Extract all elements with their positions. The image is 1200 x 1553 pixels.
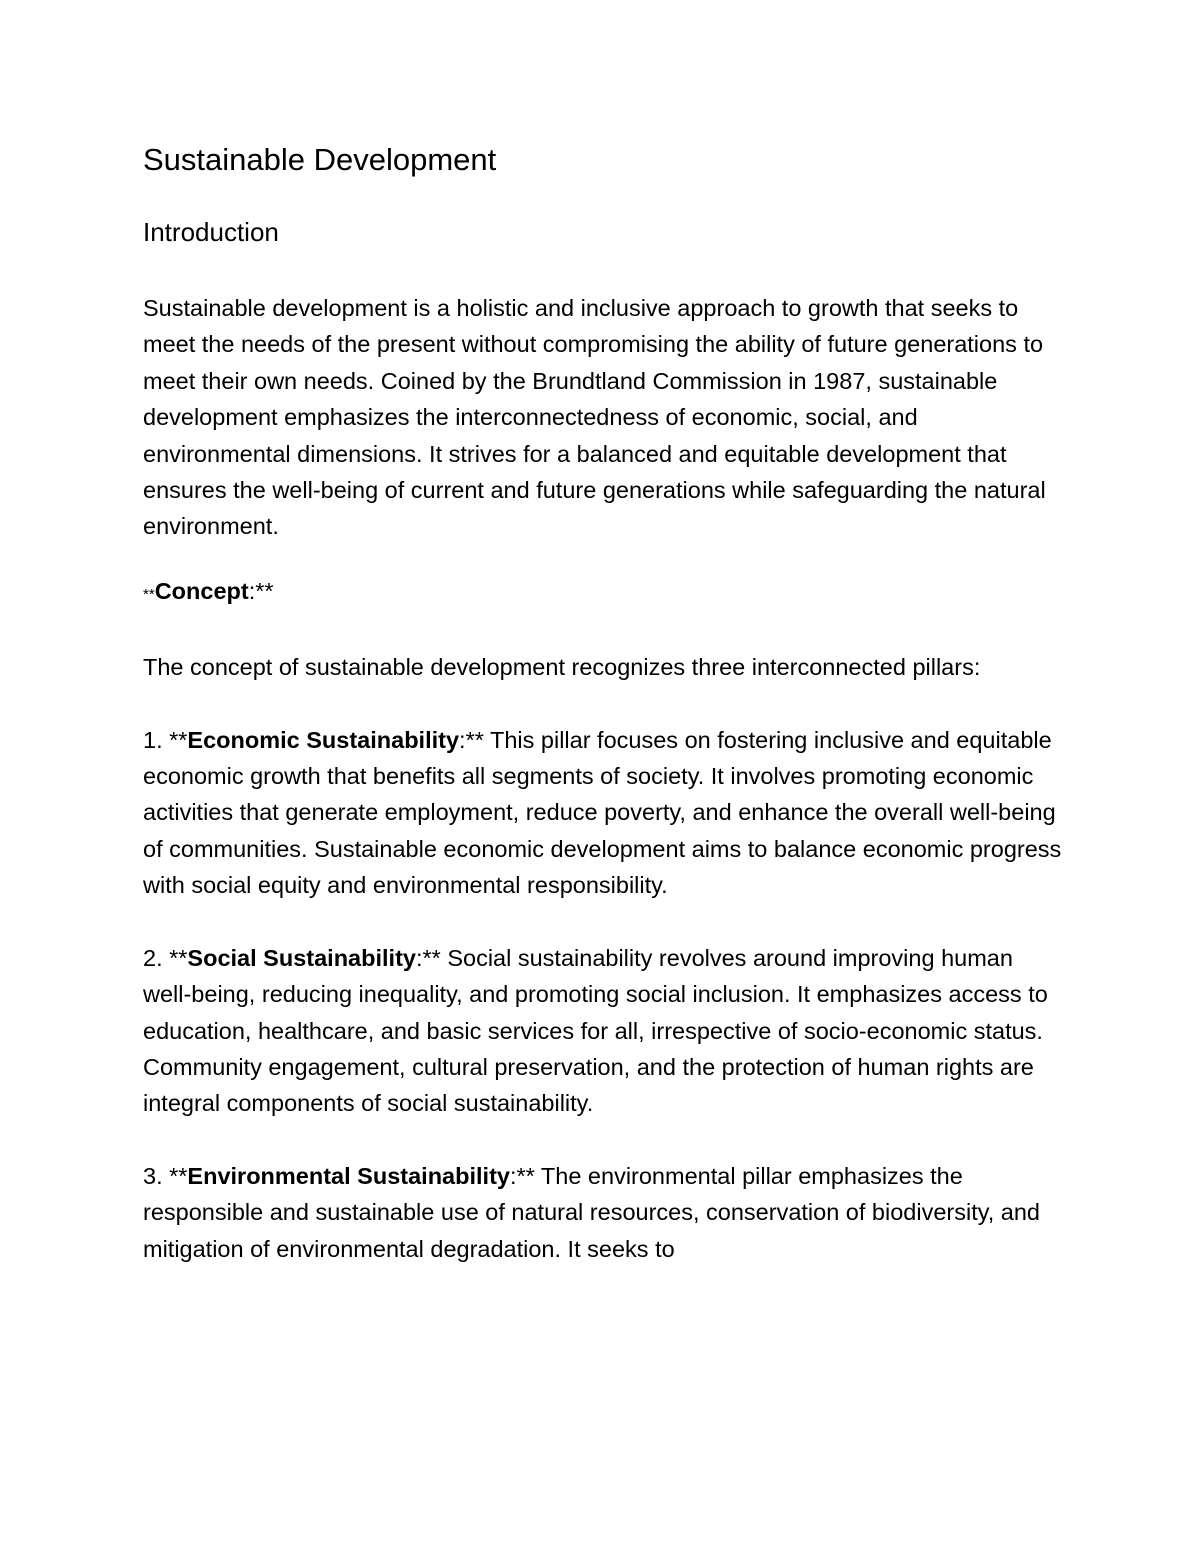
pillar-text: This pillar focuses on fostering inclusive and equitable economic growth that benefits all segments of society. It involves promoting economic activities that generate employment, reduce poverty, and enhance the overall well-being of communities. Sustainable economic development aims to balance economic progress with social equity and environmental responsibility.: [143, 726, 1062, 899]
pillar-environmental: [143, 1158, 1063, 1267]
pillar-marker: :**: [459, 726, 484, 753]
pillar-number: 1. **: [143, 726, 188, 753]
pillar-name: Economic Sustainability: [187, 726, 460, 753]
pillar-number: 2. **: [143, 944, 188, 971]
pillar-marker: :**: [415, 944, 441, 971]
pillar-marker: :**: [509, 1162, 535, 1189]
concept-label: Concept: [154, 577, 249, 604]
pillar-text: Social sustainability revolves around improving human well-being, reducing inequality, and promoting social inclusion. It emphasizes access to education, healthcare, and basic services for all, irrespective of socio-economic status. Community engagement, cultural preservation, and the protection of human rights are integral components of social sustainability.: [143, 944, 1048, 1117]
pillar-social: [143, 940, 1063, 1122]
concept-heading: [143, 573, 1063, 613]
pillar-number: 3. **: [143, 1162, 188, 1189]
document-title: Sustainable Development: [143, 142, 497, 177]
introduction-paragraph: Sustainable development is a holistic and inclusive approach to growth that seeks to meet the needs of the present without compromising the ability of future generations to meet their own needs. Coined by the Brundtland Commission in 1987, sustainable development emphasizes the interconnectedness of economic, social, and environmental dimensions. It strives for a balanced and equitable development that ensures the well-being of current and future generations while safeguarding the natural environment.: [143, 295, 1046, 540]
pillar-text: The environmental pillar emphasizes the responsible and sustainable use of natural resources, conservation of biodiversity, and mitigation of environmental degradation. It seeks to: [143, 1162, 1041, 1262]
introduction-heading: Introduction: [143, 217, 279, 247]
pillar-economic: [143, 722, 1063, 904]
pillar-name: Social Sustainability: [187, 944, 416, 971]
concept-suffix-marker: :**: [248, 577, 274, 604]
document-content: [143, 138, 1063, 1267]
concept-intro-paragraph: The concept of sustainable development recognizes three interconnected pillars:: [143, 654, 981, 681]
pillar-name: Environmental Sustainability: [187, 1162, 510, 1189]
concept-prefix-marker: **: [143, 585, 155, 603]
